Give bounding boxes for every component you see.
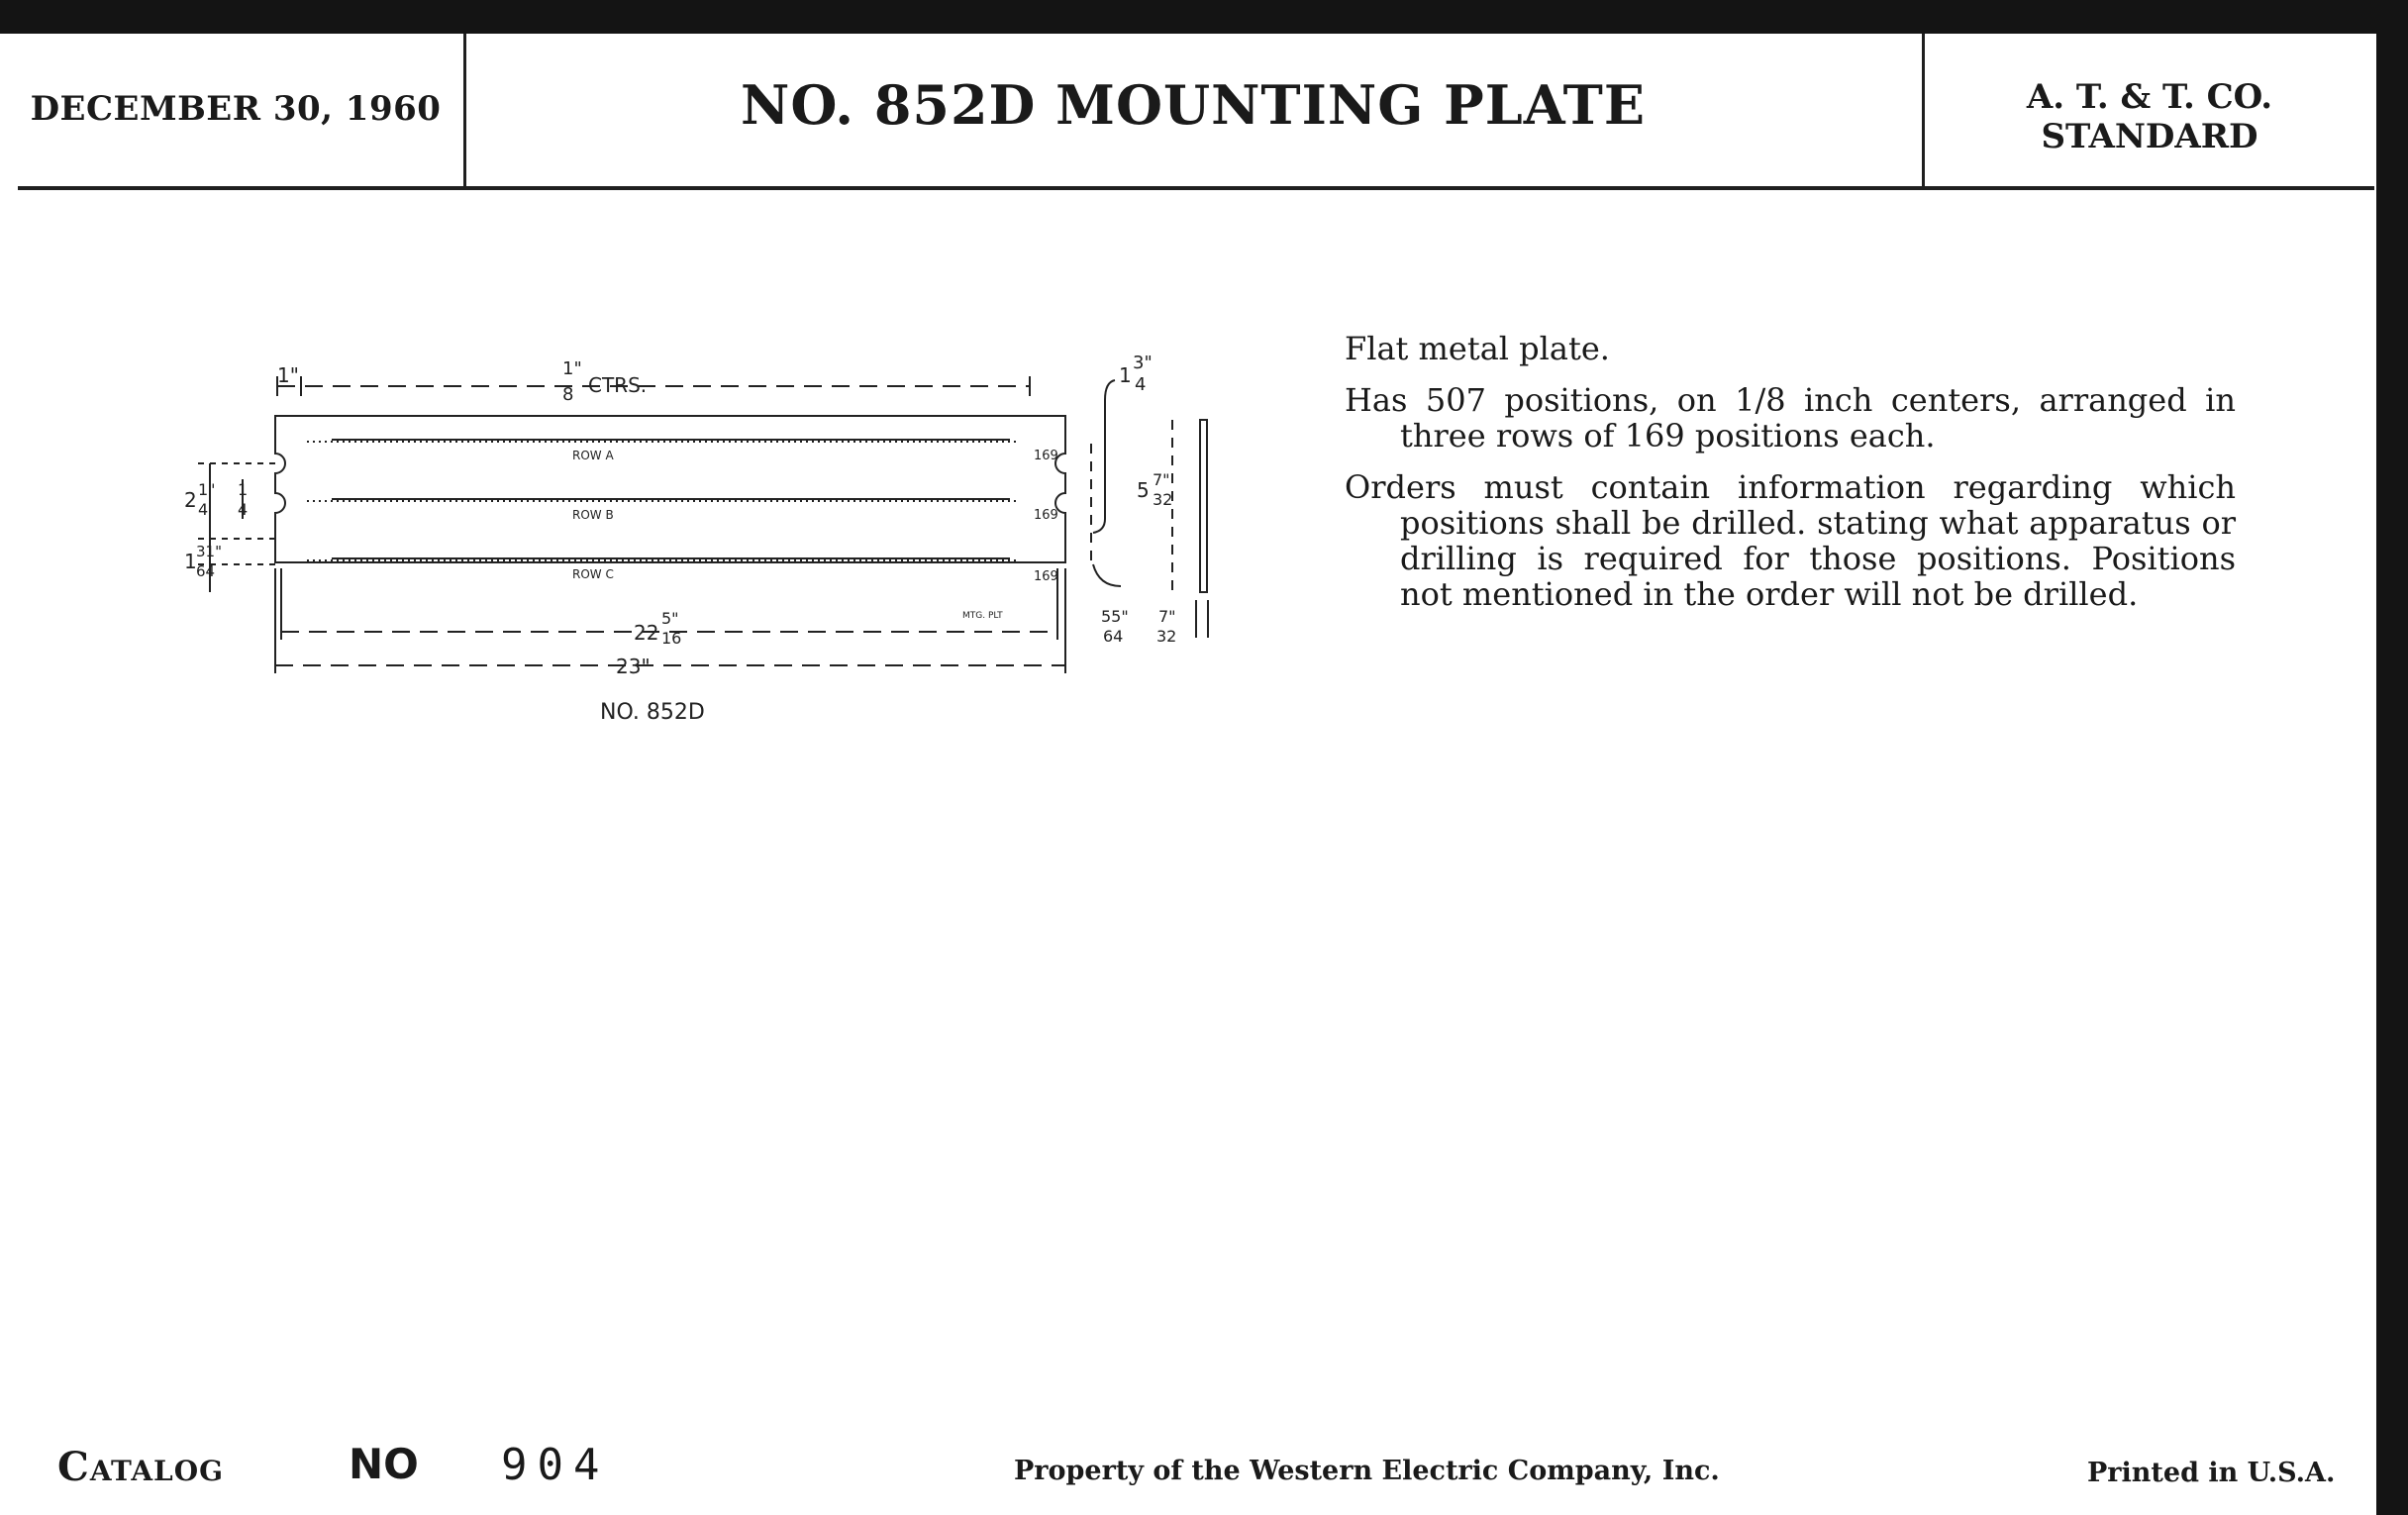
dim-top-right-whole: 1: [1119, 363, 1132, 387]
dim-width1-den: 16: [661, 629, 682, 648]
standard-line-1: A. T. & T. CO.: [2026, 77, 2273, 117]
plate-outline: [275, 416, 1065, 562]
dim-left3-num: 31": [196, 543, 222, 560]
dim-ctrs-label: CTRS.: [588, 373, 648, 397]
dim-width1-whole: 22: [634, 621, 659, 645]
plate-drawing: [149, 321, 1257, 766]
dim-left1-den: 4: [198, 500, 209, 519]
description-p3: Orders must contain information regarding which positions shall be drilled. stating what apparatus or drilling is required for those positions. Positions not mentioned in the order will not be drilled.: [1345, 468, 2236, 613]
count-b-label: 169: [1034, 508, 1058, 523]
scan-top-edge: [0, 0, 2408, 34]
row-a-label: ROW A: [572, 449, 614, 462]
dim-left2-den: 4: [238, 500, 249, 519]
catalog-number: 904: [501, 1440, 610, 1490]
dim-left3-whole: 1: [184, 550, 197, 573]
row-b-label: ROW B: [572, 508, 614, 522]
row-c-label: ROW C: [572, 567, 614, 581]
header-divider-left: [463, 34, 466, 188]
description: [1345, 331, 2236, 628]
dim-top-right-den: 4: [1135, 374, 1147, 395]
dim-left3-den: 64: [196, 562, 216, 580]
dim-height-num: 7": [1153, 470, 1170, 489]
count-a-label: 169: [1034, 449, 1058, 463]
dim-left2-num: 1: [238, 480, 249, 499]
description-p2: Has 507 positions, on 1/8 inch centers, arranged in three rows of 169 positions each.: [1345, 381, 2236, 454]
printed-notice: Printed in U.S.A.: [2087, 1458, 2336, 1488]
dim-left1-num: 1": [198, 480, 216, 499]
catalog-no-label: NO: [349, 1440, 419, 1488]
header-divider-right: [1922, 34, 1925, 188]
drawing-caption: NO. 852D: [600, 700, 705, 725]
catalog-card: [0, 34, 2376, 1515]
dim-height-whole: 5: [1137, 478, 1150, 502]
dim-edge-num: 55": [1101, 607, 1129, 626]
plate-edge-view: [1200, 420, 1207, 592]
dim-ctrs-den: 8: [562, 384, 574, 405]
dim-width2-label: 23": [616, 655, 651, 678]
dim-left1-whole: 2: [184, 488, 197, 512]
dim-top-right-num: 3": [1133, 353, 1153, 373]
description-p1: Flat metal plate.: [1345, 330, 1610, 367]
dim-thick-den: 32: [1156, 627, 1177, 646]
standard-line-2: STANDARD: [2041, 117, 2258, 156]
dim-thick-num: 7": [1158, 607, 1176, 626]
dim-width1-num: 5": [661, 609, 679, 628]
mtg-label: MTG. PLT: [962, 611, 1003, 621]
dim-height-den: 32: [1153, 490, 1173, 509]
dim-edge-den: 64: [1103, 627, 1124, 646]
header-rule: [18, 186, 2374, 190]
scan-right-edge: [2376, 0, 2408, 1515]
plate-drawing-svg: [149, 321, 1257, 766]
dim-left-label: 1": [277, 363, 299, 387]
standard-mark: [1927, 77, 2372, 156]
footer-catalog: [57, 1444, 224, 1490]
property-notice: Property of the Western Electric Company, Inc.: [1014, 1456, 1720, 1486]
count-c-label: 169: [1034, 569, 1058, 584]
page-title: NO. 852D MOUNTING PLATE: [740, 73, 1647, 137]
issue-date: DECEMBER 30, 1960: [30, 89, 442, 129]
catalog-label: Catalog: [57, 1444, 225, 1490]
dim-ctrs-num: 1": [562, 358, 582, 379]
